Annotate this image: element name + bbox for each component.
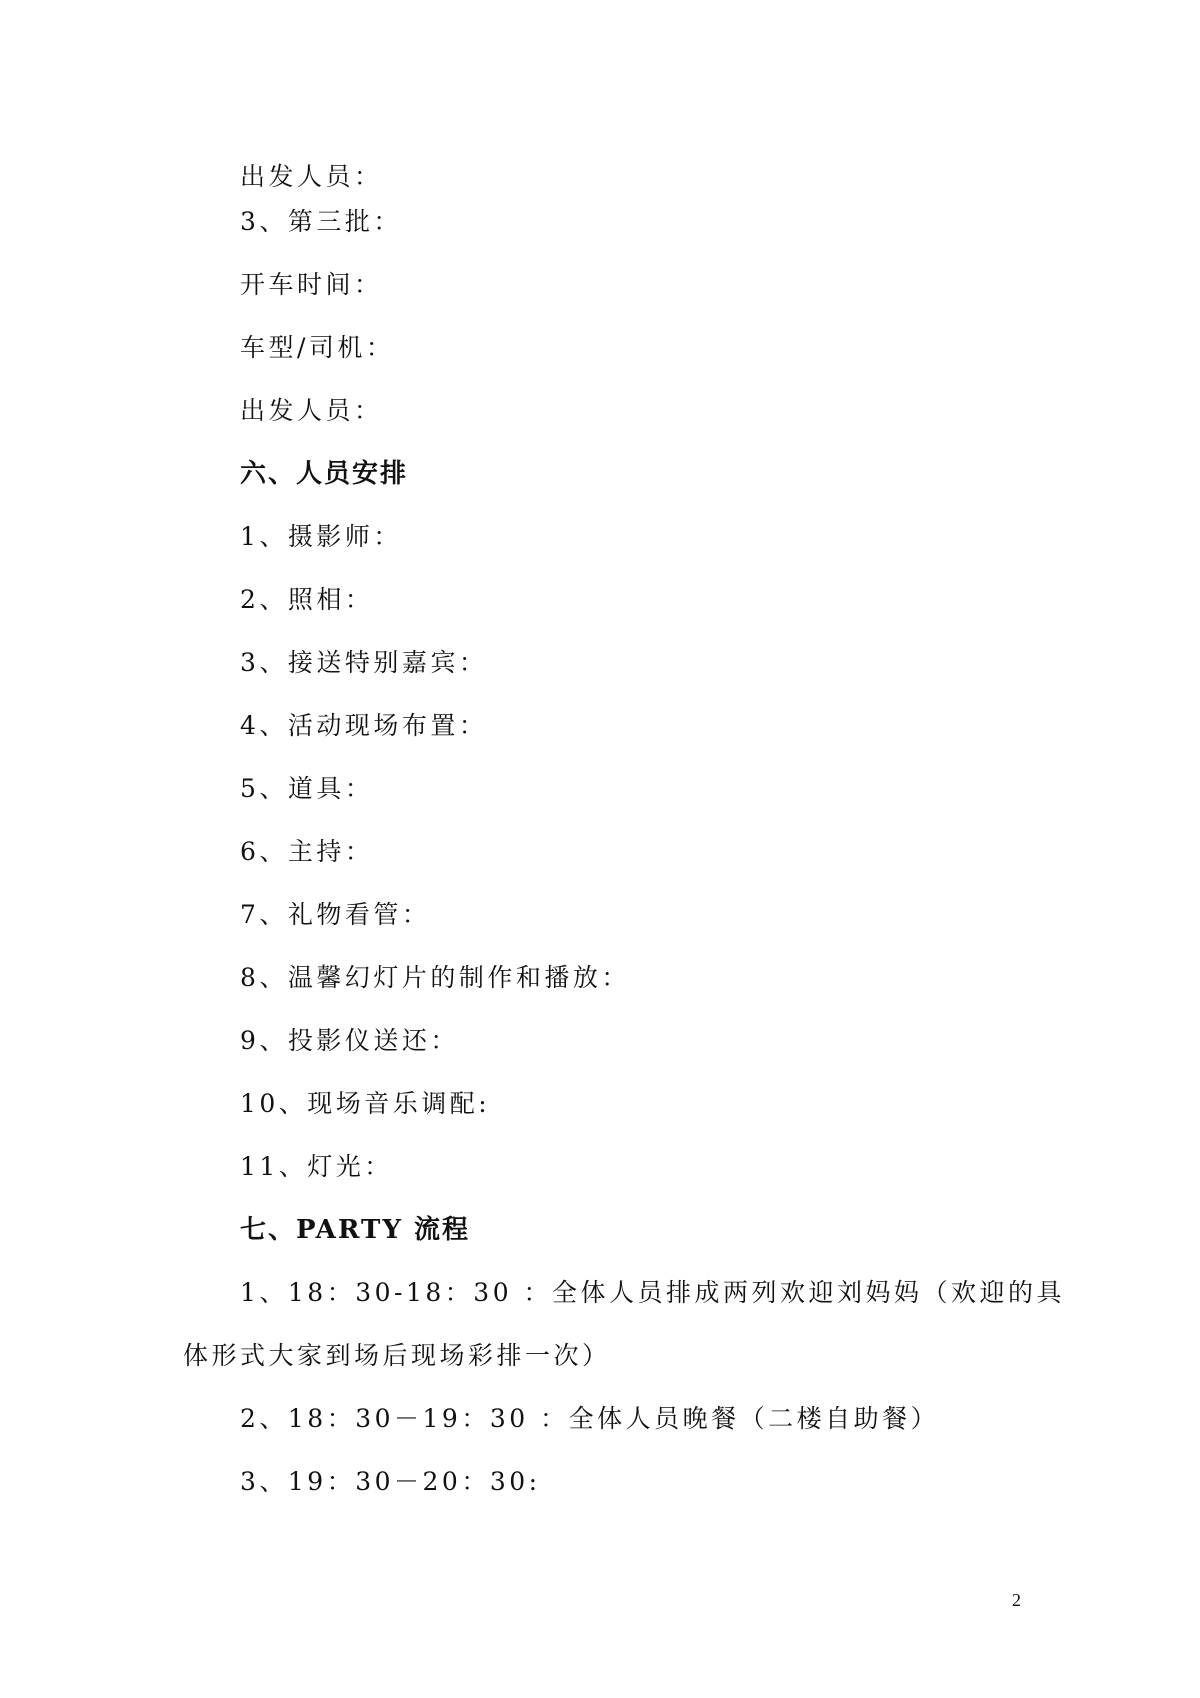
section7-item-line: 2、18：30－19：30 ：全体人员晚餐（二楼自助餐） xyxy=(240,1404,940,1433)
batch3-title: 3、第三批： xyxy=(240,207,402,236)
section6-item: 5、道具： xyxy=(240,774,374,803)
section6-item: 6、主持： xyxy=(240,837,374,866)
section7-heading: 七、PARTY 流程 xyxy=(240,1215,470,1245)
batch3-vehicle-driver: 车型/司机： xyxy=(240,333,395,362)
section7-item-continuation: 体形式大家到场后现场彩排一次） xyxy=(183,1341,611,1370)
section6-item: 1、摄影师： xyxy=(240,522,402,551)
section6-item: 9、投影仪送还： xyxy=(240,1026,459,1055)
section6-item: 2、照相： xyxy=(240,585,374,614)
section6-item: 7、礼物看管： xyxy=(240,900,431,929)
section6-heading: 六、人员安排 xyxy=(240,459,409,489)
section7-item-line: 1、18：30-18：30 ：全体人员排成两列欢迎刘妈妈（欢迎的具 xyxy=(240,1278,1066,1307)
batch3-departure-staff: 出发人员： xyxy=(240,396,383,425)
batch2-departure-staff: 出发人员： xyxy=(240,162,383,191)
section6-item: 4、活动现场布置： xyxy=(240,711,488,740)
section6-item: 3、接送特别嘉宾： xyxy=(240,648,488,677)
section6-item: 8、温馨幻灯片的制作和播放： xyxy=(240,963,630,992)
section6-item: 10、现场音乐调配: xyxy=(240,1089,491,1118)
batch3-departure-time: 开车时间： xyxy=(240,270,383,299)
section7-item-line: 3、19：30－20：30: xyxy=(240,1467,541,1496)
section6-item: 11、灯光： xyxy=(240,1152,393,1181)
page-number: 2 xyxy=(1012,1590,1021,1610)
